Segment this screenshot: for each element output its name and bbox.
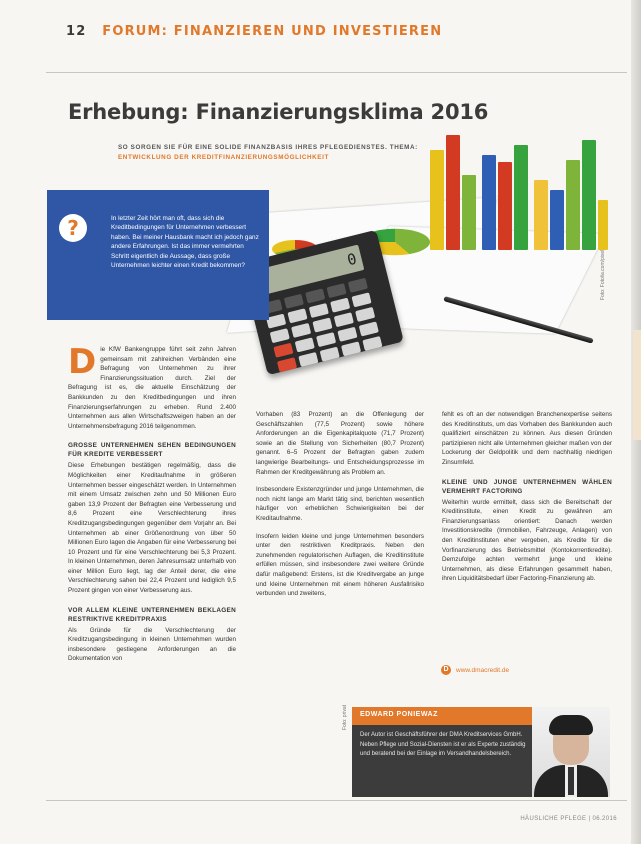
calculator-keys (262, 278, 382, 373)
bar-graphic (446, 135, 460, 250)
paragraph: Insofern leiden kleine und junge Unternehmen besonders unter den restriktiven Kreditpraxis. Neben den zunehmenden regulatorischen Auflagen, die Kreditinstitute erfüllen müssen, sind insbesondere zwei weitere Gründe dafür maßgebend: Erstens, ist die Kreditvergabe an junge und kleine Unternehmen mit einem höheren Ausfallrisiko verbunden und zweitens, (256, 532, 424, 598)
bar-graphic (550, 190, 564, 250)
link-text[interactable]: www.dmacredit.de (456, 666, 510, 674)
reader-question-text (63, 214, 259, 270)
page-header (66, 24, 442, 39)
subheading: GROSSE UNTERNEHMEN SEHEN BEDINGUNGEN FÜR KREDITE VERBESSERT (68, 442, 236, 459)
page-edge (631, 0, 641, 844)
paragraph: Vorhaben (83 Prozent) an die Offenlegung der Geschäftszahlen (77,5 Prozent) sowie höhere Anforderungen an die Eigenkapitalquote (71,7 Prozent) sowie an die Stellung von Sicherheiten (80,7 Prozent) genannt. 6–5 Prozent der Befragten gaben zudem langwierige Bearbeitungs- und Entscheidungsprozesse im Rahmen der Kreditgewährung als Problem an. (256, 411, 424, 476)
author-bio: Der Autor ist Geschäftsführer der DMA Kreditservices GmbH. Neben Pflege und Sozial-Diensten ist er als Experte zuständig und beratend bei der Einlage im Versandhandelsbereich. (360, 732, 526, 757)
subheading: KLEINE UND JUNGE UNTERNEHMEN WÄHLEN VERMEHRT FACTORING (442, 478, 612, 495)
subheading: VOR ALLEM KLEINE UNTERNEHMEN BEKLAGEN RESTRIKTIVE KREDITPRAXIS (68, 606, 236, 623)
kicker-theme: ENTWICKLUNG DER KREDITFINANZIERUNGSMÖGLICHKEIT (118, 153, 329, 161)
question-icon: ? (59, 214, 87, 242)
article-column-3 (442, 410, 612, 592)
page-number: 12 (66, 24, 87, 39)
paragraph: Insbesondere Existenzgründer und junge Unternehmen, die noch nicht lange am Markt tätig sind, berichten wesentlich häufiger von erheblichen Schwierigkeiten bei der Kreditaufnahme. (256, 486, 424, 522)
paragraph: Diese Erhebungen bestätigen regelmäßig, dass die Möglichkeiten einer Kreditaufnahme in größeren Unternehmen besser eingeschätzt werden. In Unternehmen mit einem Umsatz zwischen zehn und 50 Millionen Euro gaben 13,9 Prozent der Befragten eine Verbesserung und 8,6 Prozent eine Verschlechterung ihres Kreditzugangsbedingungen gegenüber dem Vorjahr an. Bei Unternehmen ab einer Größenordnung von über 50 Millionen Euro lagen die Angaben für eine Verbesserung bei 10 Prozent und für eine Verschlechterung bei 5,3 Prozent. In kleinen Unternehmen, deren Jahresumsatz unterhalb von einer Million Euro liegt, lag der Anteil derer, die eine Verschlechterung sahen bei 22,4 Prozent und lediglich 9,5 Prozent gingen von einer Verbesserung aus. (68, 462, 236, 595)
bar-chart-graphic (412, 120, 612, 250)
paragraph: ie KfW Bankengruppe führt seit zehn Jahren gemeinsam mit zahlreichen Verbänden eine Befragung von Unternehmen zu ihrer Finanzierungssituation durch. Ziel der Befragung ist es, die aktuelle Einschätzung der Bankkunden zu den Kreditbedingungen und ihren Finanzierungserfahrungen zu erheben. Rund 2.400 Unternehmen aus allen Wirtschaftszweigen haben an der Unternehmensbefragung 2016 teilgenommen. (68, 346, 236, 430)
author-name: EDWARD PONIEWAZ (360, 711, 438, 718)
bar-graphic (482, 155, 496, 250)
article-column-2 (256, 410, 424, 607)
bar-graphic (462, 175, 476, 250)
top-divider (46, 72, 627, 73)
kicker-text: SO SORGEN SIE FÜR EINE SOLIDE FINANZBASIS IHRES PFLEGEDIENSTES. (118, 144, 388, 151)
author-photo-credit: Foto: privat (342, 704, 348, 730)
kicker-theme-label: THEMA: (389, 144, 418, 151)
calculator-display: 0 (256, 245, 364, 296)
bar-graphic (582, 140, 596, 250)
paragraph: Als Gründe für die Verschlechterung der Kreditzugangsbedingung in kleinen Unternehmen wurden insbesondere gestiegene Anforderungen an die Dokumentation von (68, 626, 236, 663)
page-footer: HÄUSLICHE PFLEGE | 06.2016 (520, 816, 617, 822)
page-tab-marker (633, 330, 641, 440)
reader-question-box (47, 190, 269, 320)
bottom-divider (46, 800, 627, 801)
article-column-1 (68, 342, 236, 672)
link-badge-icon: D (441, 665, 451, 675)
author-photo (532, 707, 610, 797)
bar-graphic (498, 162, 512, 250)
section-title: FORUM: FINANZIEREN UND INVESTIEREN (102, 24, 443, 39)
photo-credit: Foto: Fotolia.com/pixel (600, 249, 606, 300)
author-box (352, 707, 610, 797)
article-title: Erhebung: Finanzierungsklima 2016 (68, 100, 489, 124)
dropcap: D (68, 342, 97, 382)
bar-graphic (598, 200, 608, 250)
paragraph: Weiterhin wurde ermittelt, dass sich die Bereitschaft der Kreditinstitute, einen Kredit zu gewähren am Finanzierungsanlass orientiert: Danach werden Investitionskredite (Immobilien, Fahrzeuge, Anlagen) von den Kreditinstituten eher vergeben, als Kredite für die Vorfinanzierung des Betriebsmittel (Kontokorrentkredite). Demzufolge achten vermehrt junge und kleine Unternehmen, als diese Erfahrungen gesammelt haben, ihren Liquiditätsbedarf über Factoring-Finanzierung ab. (442, 498, 612, 583)
web-link[interactable] (441, 665, 509, 675)
paragraph: fehlt es oft an der notwendigen Branchenexpertise seitens des Kreditinstituts, um das Vorhaben des Bankkunden auch qualifiziert einschätzen zu können. Aus diesen Gründen partizipieren nicht alle Unternehmen gleicher maßen von der Lockerung der Geldpolitik und dem nachhaltig niedrigen Zinsumfeld. (442, 411, 612, 466)
question-text: In letzter Zeit hört man oft, dass sich die Kreditbedingungen für Unternehmen verbessert haben. Bei meiner Hausbank macht ich jedoch ganz andere Erfahrungen. Ist das immer vermehrten Schritt eigentlich die Aussage, dass große Unternehmen leichter einen Kredit bekommen? (111, 215, 259, 270)
bar-graphic (514, 145, 528, 250)
bar-graphic (430, 150, 444, 250)
finance-illustration (232, 120, 612, 370)
bar-graphic (566, 160, 580, 250)
bar-graphic (534, 180, 548, 250)
